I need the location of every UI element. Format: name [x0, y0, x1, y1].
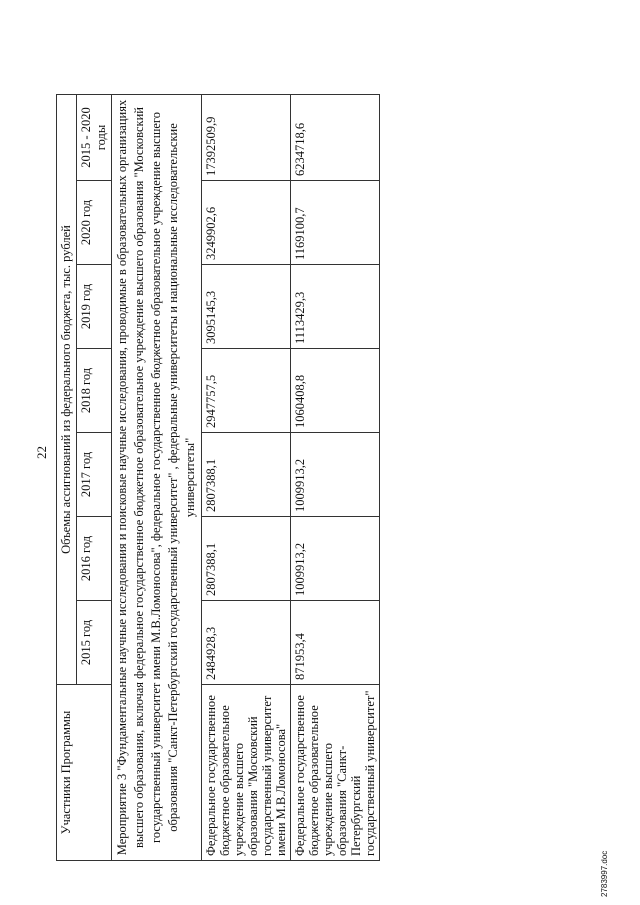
value-cell: 2807388,1 — [202, 433, 291, 517]
funding-header: Объемы ассигнований из федерального бюджета, тыс. рублей — [57, 95, 77, 685]
year-header: 2018 год — [77, 349, 112, 433]
participant-name: Федеральное государственное бюджетное образовательное учреждение высшего образования "Московский государственный университет имени М.В.Ломоносова" — [202, 685, 291, 861]
year-header: 2020 год — [77, 181, 112, 265]
value-cell: 3249902,6 — [202, 181, 291, 265]
page-number: 22 — [34, 446, 49, 459]
table-row — [291, 95, 380, 861]
value-cell: 1169100,7 — [291, 181, 380, 265]
value-cell: 1113429,3 — [291, 265, 380, 349]
value-cell: 3095145,3 — [202, 265, 291, 349]
value-cell: 2484928,3 — [202, 601, 291, 685]
year-header-total: 2015 - 2020 годы — [77, 95, 112, 181]
document-id: 2783997.doc — [600, 850, 609, 897]
table-row — [202, 95, 291, 861]
year-header: 2019 год — [77, 265, 112, 349]
year-header: 2017 год — [77, 433, 112, 517]
value-cell: 1060408,8 — [291, 349, 380, 433]
participant-name: Федеральное государственное бюджетное образовательное учреждение высшего образования "Санкт-Петербургский государственный университет" — [291, 685, 380, 861]
value-cell-total: 17392509,9 — [202, 95, 291, 181]
value-cell: 1009913,2 — [291, 433, 380, 517]
event-title: Мероприятие 3 "Фундаментальные научные исследования и поисковые научные исследования, проводимые в образовательных организациях высшего образования, включая федеральное государственное бюджетное образовательное учреждение высшего образования "Московский государственный университет имени М.В.Ломоносова", федеральное государственное бюджетное образовательное учреждение высшего образования "Санкт-Петербургский государственный университет" , федеральные университеты и национальные исследовательские университеты" — [112, 95, 202, 861]
value-cell: 2807388,1 — [202, 517, 291, 601]
year-header: 2016 год — [77, 517, 112, 601]
year-header: 2015 год — [77, 601, 112, 685]
value-cell: 871953,4 — [291, 601, 380, 685]
participants-header: Участники Программы — [57, 685, 112, 861]
value-cell: 2947757,5 — [202, 349, 291, 433]
budget-table — [56, 94, 380, 861]
value-cell-total: 6234718,6 — [291, 95, 380, 181]
value-cell: 1009913,2 — [291, 517, 380, 601]
